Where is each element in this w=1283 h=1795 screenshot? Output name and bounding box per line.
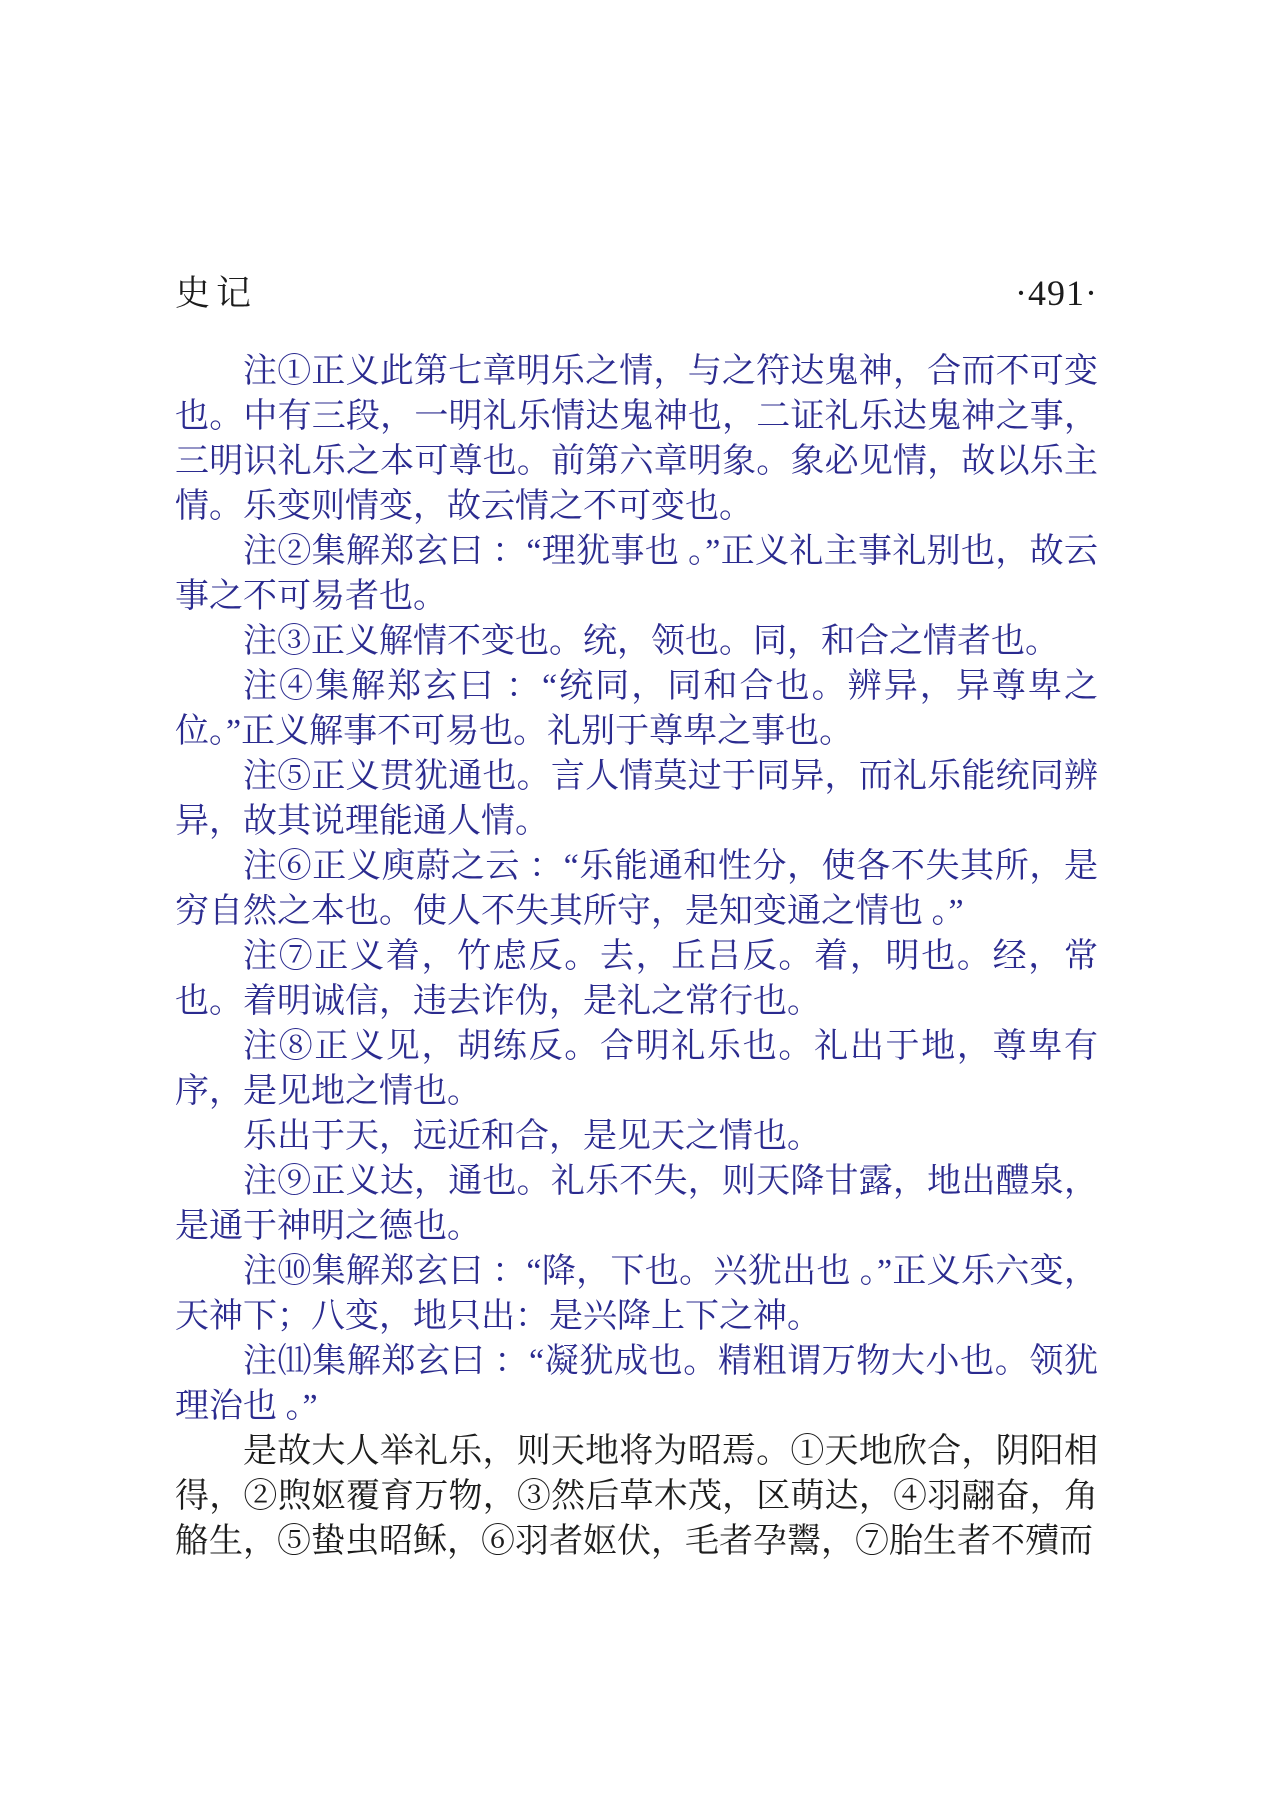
annotation-note-11: 注⑾集解郑玄曰 ：“凝犹成也。精粗谓万物大小也。领犹理治也 。” [175,1343,1098,1425]
book-title: 史记 [175,274,258,313]
annotation-note-5: 注⑤正义贯犹通也。言人情莫过于同异，而礼乐能统同辨异，故其说理能通人情。 [175,758,1098,840]
annotation-note-8: 注⑧正义见，胡练反。合明礼乐也。礼出于地，尊卑有序，是见地之情也。 [175,1028,1098,1110]
page-number: ·491· [1015,273,1098,313]
annotation-note-4: 注④集解郑玄曰 ：“统同，同和合也。辨异，异尊卑之位。”正义解事不可易也。礼别于尊卑之事也。 [175,668,1098,750]
main-text-paragraph: 是故大人举礼乐，则天地将为昭焉。①天地欣合，阴阳相得，②煦妪覆育万物，③然后草木茂，区萌达，④羽翮奋，角觡生，⑤蛰虫昭稣，⑥羽者妪伏，毛者孕鬻，⑦胎生者不殰而 [175,1433,1098,1560]
annotation-note-6: 注⑥正义庾蔚之云 ：“乐能通和性分，使各不失其所，是穷自然之本也。使人不失其所守，是知变通之情也 。” [175,848,1098,930]
annotation-note-8-continued: 乐出于天，远近和合，是见天之情也。 [243,1118,821,1155]
annotation-note-3: 注③正义解情不变也。统，领也。同，和合之情者也。 [243,623,1059,660]
annotation-note-7: 注⑦正义着，竹虑反。去，丘吕反。着，明也。经，常也。着明诚信，违去诈伪，是礼之常行也。 [175,938,1098,1020]
annotation-note-10: 注⑩集解郑玄曰 ：“降，下也。兴犹出也 。”正义乐六变，天神下；八变，地只出：是兴降上下之神。 [175,1253,1098,1335]
annotation-note-9: 注⑨正义达，通也。礼乐不失，则天降甘露，地出醴泉，是通于神明之德也。 [175,1163,1098,1245]
page-text-block [175,349,1098,1564]
annotation-note-1: 注①正义此第七章明乐之情，与之符达鬼神，合而不可变也。中有三段，一明礼乐情达鬼神也，二证礼乐达鬼神之事，三明识礼乐之本可尊也。前第六章明象。象必见情，故以乐主情。乐变则情变，故云情之不可变也。 [175,353,1098,525]
running-header [175,266,1098,316]
annotation-note-2: 注②集解郑玄曰 ：“理犹事也 。”正义礼主事礼别也，故云事之不可易者也。 [175,533,1098,615]
